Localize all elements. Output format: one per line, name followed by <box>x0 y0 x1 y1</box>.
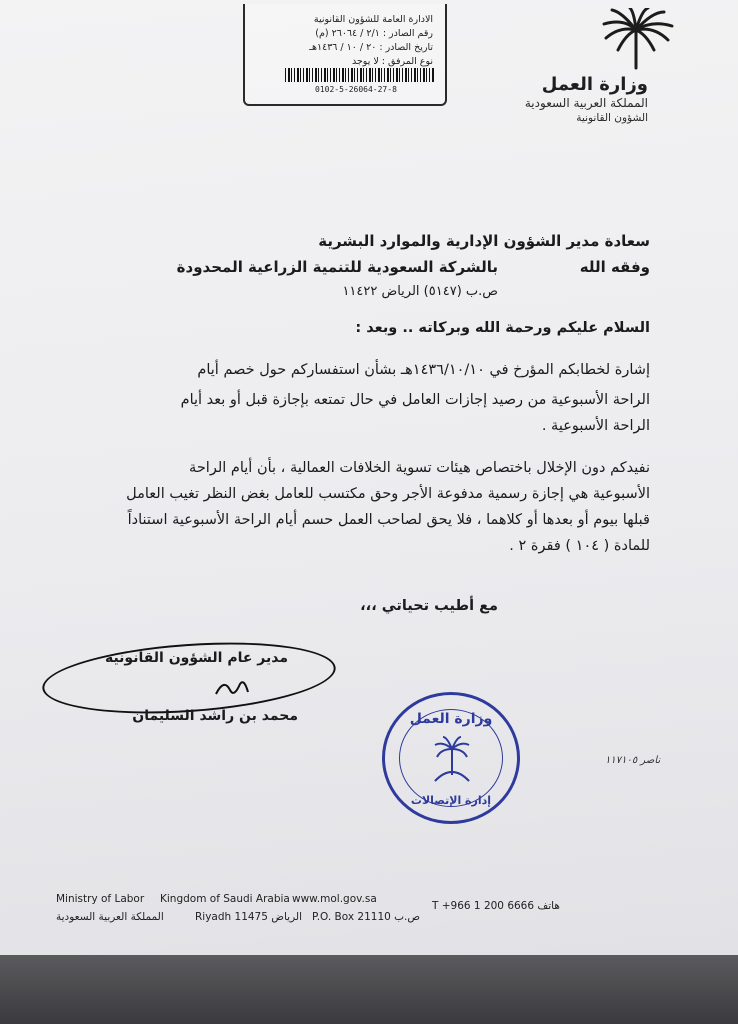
addressee-company: بالشركة السعودية للتنمية الزراعية المحدودة <box>176 258 498 276</box>
ministry-name: وزارة العمل <box>541 74 648 95</box>
para2-line1: نفيدكم دون الإخلال باختصاص هيئات تسوية الخلافات العمالية ، بأن أيام الراحة <box>189 460 650 476</box>
ministry-country: المملكة العربية السعودية <box>524 96 648 110</box>
ref-issue-date: تاريخ الصادر : ٢٠ / ١٠ / ١٤٣٦هـ <box>309 42 433 53</box>
footer-ministry-ar: المملكة العربية السعودية <box>56 911 164 923</box>
para1-line3: الراحة الأسبوعية . <box>541 418 650 434</box>
footer-city: Riyadh 11475 الرياض <box>195 911 302 923</box>
greeting: السلام عليكم ورحمة الله وبركاته .. وبعد : <box>355 320 650 336</box>
signatory-name: محمد بن راشد السليمان <box>132 708 298 724</box>
seal-emblem-icon <box>429 735 475 787</box>
addressee-title: سعادة مدير الشؤون الإدارية والموارد البشرية <box>318 232 650 250</box>
footer-ministry-en: Ministry of Labor <box>56 893 145 905</box>
reference-stamp <box>243 4 447 106</box>
signature-scribble-icon <box>212 676 252 702</box>
ref-department: الادارة العامة للشؤون القانونية <box>313 14 433 25</box>
barcode-number: 0102-5-26064-27-8 <box>315 85 397 94</box>
footer-phone: T +966 1 200 6666 هاتف <box>432 900 560 912</box>
footer-website: www.mol.gov.sa <box>292 893 377 905</box>
para2-line2: الأسبوعية هي إجازة رسمية مدفوعة الأجر وحق مكتسب للعامل بغض النظر تغيب العامل <box>126 486 650 502</box>
ministry-seal <box>382 692 520 824</box>
para1-line2: الراحة الأسبوعية من رصيد إجازات العامل في حال تمتعه بإجازة قبل أو بعد أيام <box>180 392 650 408</box>
para2-line3: قبلها بيوم أو بعدها أو كلاهما ، فلا يحق لصاحب العمل حسم أيام الراحة الأسبوعية استناداً <box>127 512 650 528</box>
palm-logo-icon <box>596 8 676 70</box>
seal-top-text: وزارة العمل <box>409 711 493 727</box>
table-surface <box>0 955 738 1024</box>
barcode <box>285 68 435 82</box>
closing: مع أطيب تحياتي ،،، <box>360 598 498 614</box>
clerk-initials: ناصر ١١٧١٠٥ <box>605 755 661 766</box>
ref-attachment: نوع المرفق : لا يوجد <box>351 56 433 67</box>
signatory-title: مدير عام الشؤون القانونية <box>104 650 288 666</box>
footer-country-en: Kingdom of Saudi Arabia <box>160 893 290 905</box>
addressee-blessing: وفقه الله <box>579 258 650 276</box>
ministry-department: الشؤون القانونية <box>576 112 648 124</box>
seal-bottom-text: إدارة الإتصالات <box>410 794 492 807</box>
ref-number: رقم الصادر : ٢/١ / ٢٦٠٦٤ (م) <box>315 28 433 39</box>
footer-po-box: P.O. Box 21110 ص.ب <box>312 911 421 923</box>
para2-line4: للمادة ( ١٠٤ ) فقرة ٢ . <box>509 538 650 554</box>
addressee-address: ص.ب (٥١٤٧) الرياض ١١٤٢٢ <box>342 284 498 299</box>
para1-line1: إشارة لخطابكم المؤرخ في ١٤٣٦/١٠/١٠هـ بشأن استفساركم حول خصم أيام <box>197 362 650 378</box>
